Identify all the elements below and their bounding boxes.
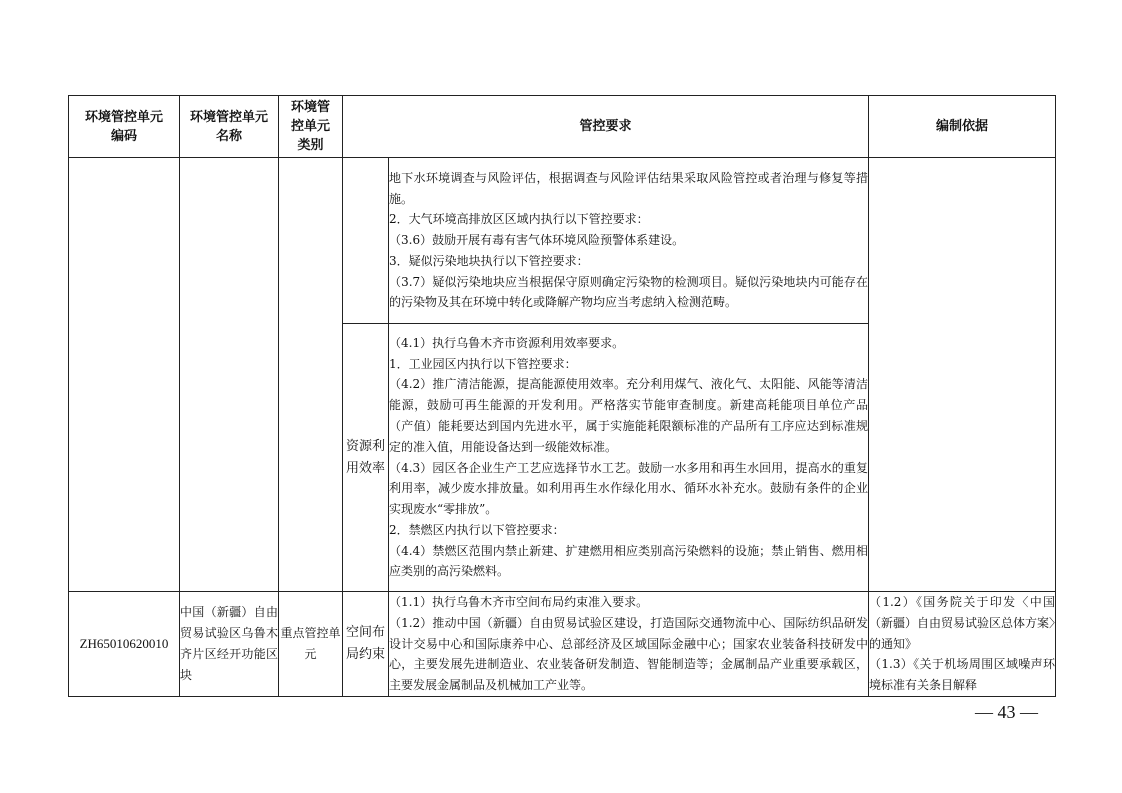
requirements-resource-efficiency: [389, 324, 869, 592]
requirements-spatial-layout: [389, 592, 869, 697]
requirements-risk-continued: [389, 158, 869, 324]
req-line: 1．工业园区内执行以下管控要求：: [389, 356, 577, 371]
header-unit-name: 环境管控单元名称: [180, 96, 279, 158]
req-line: 地下水环境调查与风险评估，根据调查与风险评估结果采取风险管控或者治理与修复等措施。: [389, 170, 869, 206]
req-line: 2．禁燃区内执行以下管控要求：: [389, 522, 565, 537]
req-line: （4.3）园区各企业生产工艺应选择节水工艺。鼓励一水多用和再生水回用，提高水的重复利用率，减少废水排放量。如利用再生水作绿化用水、循环水补充水。鼓励有条件的企业实现废水“零排放”。: [389, 460, 869, 517]
req-line: （4.1）执行乌鲁木齐市资源利用效率要求。: [389, 335, 625, 350]
req-line: 3．疑似污染地块执行以下管控要求：: [389, 253, 589, 268]
unit-type-cell-empty: [279, 158, 343, 592]
req-line: （3.6）鼓励开展有毒有害气体环境风险预警体系建设。: [389, 233, 685, 248]
category-spatial-layout: 空间布局约束: [343, 592, 389, 697]
basis-spatial-layout: [869, 592, 1056, 697]
req-line: （3.7）疑似污染地块应当根据保守原则确定污染物的检测项目。疑似污染地块内可能存在的污染物及其在环境中转化或降解产物均应当考虑纳入检测范畴。: [389, 274, 869, 310]
unit-name: 中国（新疆）自由贸易试验区乌鲁木齐片区经开功能区块: [180, 592, 279, 697]
unit-type: 重点管控单元: [279, 592, 343, 697]
req-line: （1.2）推动中国（新疆）自由贸易试验区建设，打造国际交通物流中心、国际纺织品研发设计交易中心和国际康养中心、总部经济及区域国际金融中心；国家农业装备科技研发中心，主要发展先进制造业、农业装备研发制造、智能制造等；金属制品产业重要承载区，主要发展金属制品及机械加工产业等。: [389, 615, 869, 693]
req-line: （4.2）推广清洁能源，提高能源使用效率。充分利用煤气、液化气、太阳能、风能等清洁能源，鼓励可再生能源的开发利用。严格落实节能审查制度。新建高耗能项目单位产品（产值）能耗要达到国内先进水平，属于实施能耗限额标准的产品所有工序应达到标准规定的准入值，用能设备达到一级能效标准。: [389, 377, 869, 454]
table-header-row: [69, 96, 1056, 158]
control-requirements-table: [68, 95, 1056, 697]
header-unit-type: 环境管控单元类别: [279, 96, 343, 158]
req-line: 2．大气环境高排放区区域内执行以下管控要求：: [389, 212, 649, 227]
unit-code-cell-empty: [69, 158, 180, 592]
basis-line: （1.2）《国务院关于印发〈中国（新疆）自由贸易试验区总体方案〉的通知》: [869, 595, 1056, 651]
unit-name-cell-empty: [180, 158, 279, 592]
category-resource-efficiency: 资源利用效率: [343, 324, 389, 592]
req-line: （4.4）禁燃区范围内禁止新建、扩建燃用相应类别高污染燃料的设施；禁止销售、燃用相应类别的高污染燃料。: [389, 543, 869, 579]
page-number: — 43 —: [975, 702, 1038, 722]
req-line: （1.1）执行乌鲁木齐市空间布局约束准入要求。: [389, 595, 649, 609]
basis-line: （1.3）《关于机场周围区域噪声环境标准有关条目解释: [869, 657, 1056, 693]
header-basis: 编制依据: [869, 96, 1056, 158]
basis-cell-empty: [869, 158, 1056, 592]
header-requirements: 管控要求: [343, 96, 869, 158]
category-cell-empty: [343, 158, 389, 324]
table-row-risk-continued: [69, 158, 1056, 324]
table-row-unit: [69, 592, 1056, 697]
header-unit-code: 环境管控单元编码: [69, 96, 180, 158]
unit-code: ZH65010620010: [69, 592, 180, 697]
